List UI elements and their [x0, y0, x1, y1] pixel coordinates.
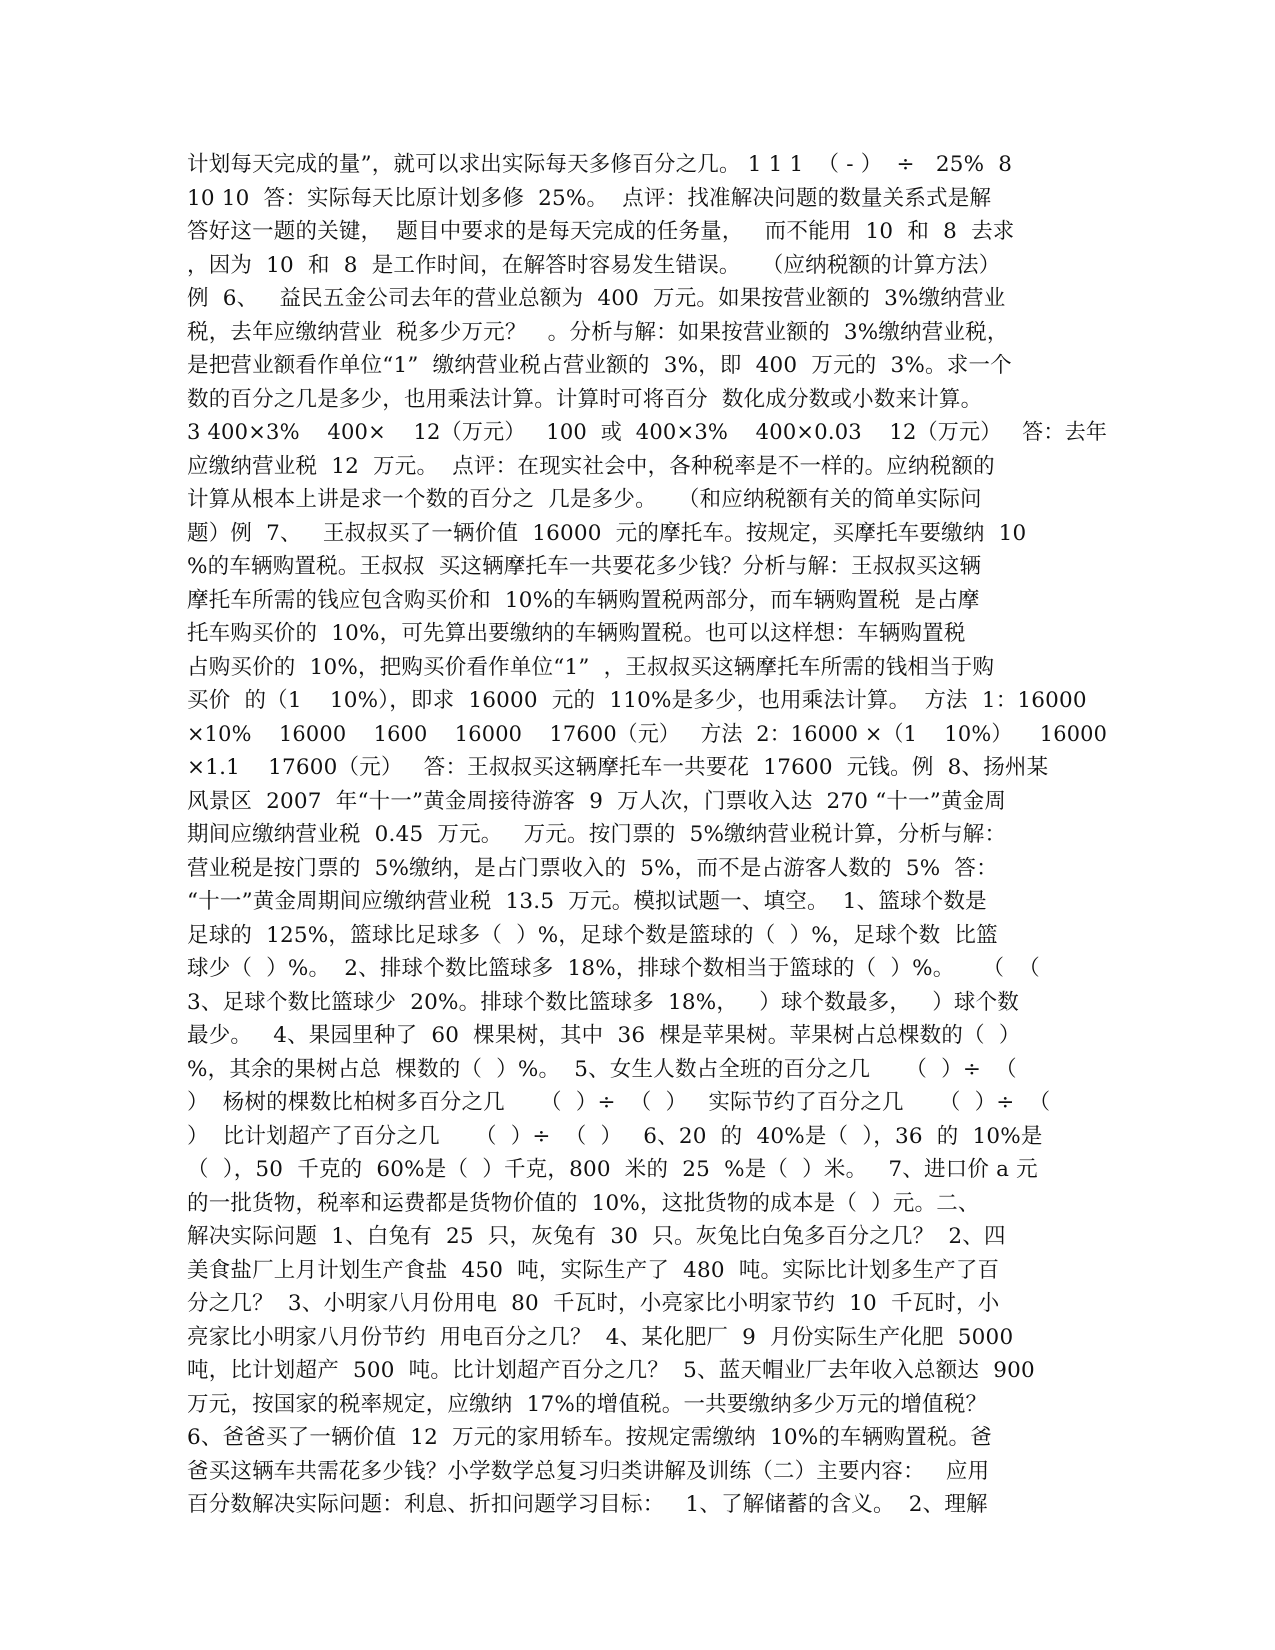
text-line: 的一批货物，税率和运费都是货物价值的 10%，这批货物的成本是（ ）元。二、 — [187, 1190, 980, 1216]
text-line: 摩托车所需的钱应包含购买价和 10%的车辆购置税两部分，而车辆购置税 是占摩 — [187, 587, 980, 613]
text-line: 托车购买价的 10%，可先算出要缴纳的车辆购置税。也可以这样想：车辆购置税 — [187, 621, 966, 646]
text-line: 分之几？ 3、小明家八月份用电 80 千瓦时，小亮家比小明家节约 10 千瓦时，小 — [187, 1291, 1000, 1316]
text-line: 期间应缴纳营业税 0.45 万元。 万元。按门票的 5%缴纳营业税计算，分析与解： — [187, 822, 1007, 847]
text-line: 球少（ ）%。 2、排球个数比篮球多 18%，排球个数相当于篮球的（ ）%。 （ （ — [187, 956, 1041, 981]
text-line: ，因为 10 和 8 是工作时间，在解答时容易发生错误。 （应纳税额的计算方法） — [187, 252, 1001, 278]
text-line: 数的百分之几是多少，也用乘法计算。计算时可将百分 数化成分数或小数来计算。 — [187, 386, 983, 412]
text-line: 题）例 7、 王叔叔买了一辆价值 16000 元的摩托车。按规定，买摩托车要缴纳 10 — [187, 520, 1027, 546]
text-line: ×1.1 17600（元） 答：王叔叔买这辆摩托车一共要花 17600 元钱。例 8、扬州某 — [187, 755, 1049, 780]
text-line: （ ），50 千克的 60%是（ ）千克，800 米的 25 %是（ ）米。 7、进口价 a 元 — [187, 1157, 1038, 1182]
text-line: 占购买价的 10%，把购买价看作单位“1” ，王叔叔买这辆摩托车所需的钱相当于购 — [187, 654, 995, 680]
text-line: 万元，按国家的税率规定，应缴纳 17%的增值税。一共要缴纳多少万元的增值税？ — [187, 1391, 988, 1417]
text-line: 解决实际问题 1、白兔有 25 只，灰兔有 30 只。灰兔比白兔多百分之几？ 2、四 — [187, 1224, 1006, 1249]
text-line: 营业税是按门票的 5%缴纳，是占门票收入的 5%，而不是占游客人数的 5% 答： — [187, 855, 998, 881]
text-line: 税，去年应缴纳营业 税多少万元？ 。分析与解：如果按营业额的 3%缴纳营业税， — [187, 319, 1009, 345]
text-line: 计划每天完成的量”，就可以求出实际每天多修百分之几。 1 1 1 （ - ） ÷ 25% 8 — [187, 152, 1013, 177]
text-line: “十一”黄金周期间应缴纳营业税 13.5 万元。模拟试题一、填空。 1、篮球个数是 — [187, 889, 987, 914]
text-line: 最少。 4、果园里种了 60 棵果树，其中 36 棵是苹果树。苹果树占总棵数的（ ） — [187, 1023, 1021, 1048]
text-line: 答好这一题的关键， 题目中要求的是每天完成的任务量， 而不能用 10 和 8 去求 — [187, 219, 1015, 244]
text-line: %的车辆购置税。王叔叔 买这辆摩托车一共要花多少钱？分析与解：王叔叔买这辆 — [187, 554, 982, 579]
text-line: 吨，比计划超产 500 吨。比计划超产百分之几？ 5、蓝天帽业厂去年收入总额达 900 — [187, 1358, 1035, 1383]
text-line: ×10% 16000 1600 16000 17600（元） 方法 2：16000 ×（1 10%） 16000 — [187, 721, 1108, 747]
text-line: 足球的 125%，篮球比足球多（ ）%，足球个数是篮球的（ ）%，足球个数 比篮 — [187, 922, 998, 948]
text-line: 百分数解决实际问题：利息、折扣问题学习目标： 1、了解储蓄的含义。 2、理解 — [187, 1492, 988, 1517]
document-body — [187, 148, 1107, 1522]
text-line: 计算从根本上讲是求一个数的百分之 几是多少。 （和应纳税额有关的简单实际问 — [187, 487, 982, 512]
text-line: 3 400×3% 400× 12（万元） 100 或 400×3% 400×0.03 12（万元） 答：去年 — [187, 420, 1108, 445]
text-line: 3、足球个数比篮球少 20%。排球个数比篮球多 18%， ）球个数最多， ）球个数 — [187, 989, 1019, 1015]
text-line: 爸买这辆车共需花多少钱？小学数学总复习归类讲解及训练（二）主要内容： 应用 — [187, 1458, 990, 1484]
text-line: 风景区 2007 年“十一”黄金周接待游客 9 万人次，门票收入达 270 “十一”黄金周 — [187, 788, 1007, 814]
text-line: 6、爸爸买了一辆价值 12 万元的家用轿车。按规定需缴纳 10%的车辆购置税。爸 — [187, 1425, 992, 1450]
text-line: 应缴纳营业税 12 万元。 点评：在现实社会中，各种税率是不一样的。应纳税额的 — [187, 453, 995, 479]
text-line: 亮家比小明家八月份节约 用电百分之几？ 4、某化肥厂 9 月份实际生产化肥 5000 — [187, 1324, 1014, 1350]
text-line: ） 比计划超产了百分之几 （ ）÷ （ ） 6、20 的 40%是（ ），36 的 10%是 — [187, 1123, 1043, 1149]
text-line: 例 6、 益民五金公司去年的营业总额为 400 万元。如果按营业额的 3%缴纳营业 — [187, 286, 1006, 311]
text-line: 10 10 答：实际每天比原计划多修 25%。 点评：找准解决问题的数量关系式是解 — [187, 185, 992, 211]
text-line: 美食盐厂上月计划生产食盐 450 吨，实际生产了 480 吨。实际比计划多生产了百 — [187, 1257, 1000, 1283]
text-line: %，其余的果树占总 棵数的（ ）%。 5、女生人数占全班的百分之几 （ ）÷ （ — [187, 1056, 1017, 1082]
text-line: ） 杨树的棵数比柏树多百分之几 （ ）÷ （ ） 实际节约了百分之几 （ ）÷ （ — [187, 1090, 1051, 1115]
text-line: 买价 的（1 10%），即求 16000 元的 110%是多少，也用乘法计算。 方法 1：16000 — [187, 688, 1087, 713]
text-line: 是把营业额看作单位“1” 缴纳营业税占营业额的 3%，即 400 万元的 3%。求一个 — [187, 353, 1012, 378]
